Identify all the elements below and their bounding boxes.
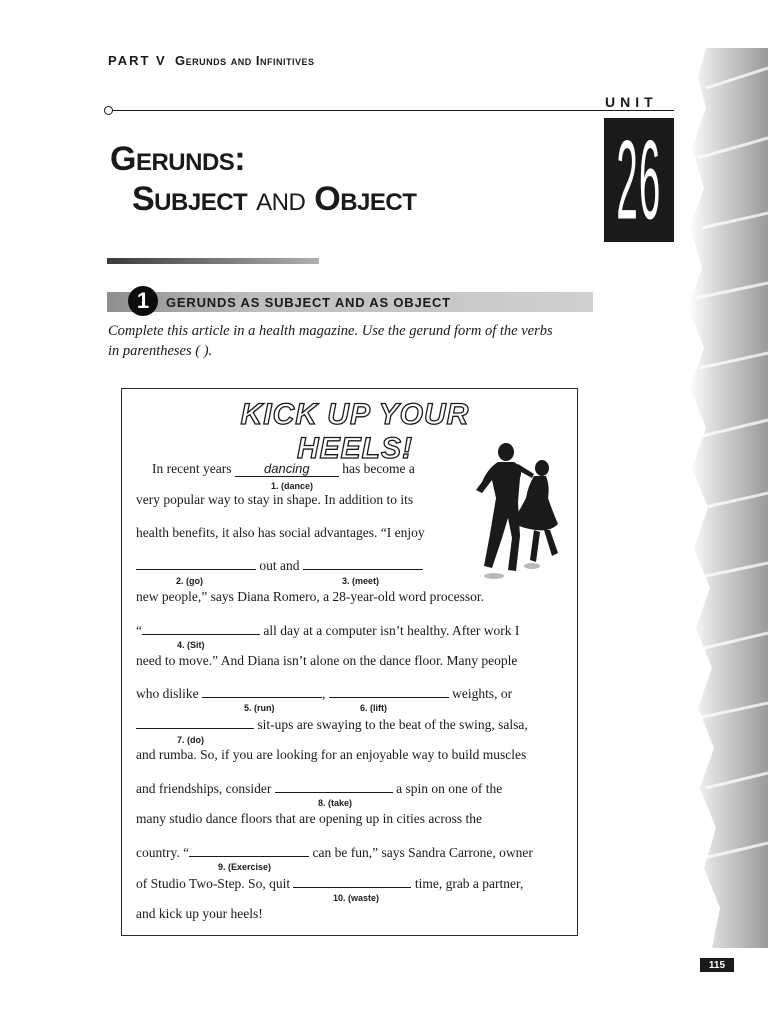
article-line-1	[152, 461, 415, 477]
answer-blank-2[interactable]	[136, 557, 256, 570]
unit-number: 26	[616, 117, 662, 243]
article-line-8	[136, 685, 512, 702]
article-text: weights, or	[452, 686, 513, 701]
article-line-5: new people,” says Diana Romero, a 28-year-old word processor.	[136, 589, 484, 604]
header-rule	[112, 110, 674, 111]
answer-blank-3[interactable]	[303, 557, 423, 570]
cue-4: 4. (Sit)	[177, 640, 205, 650]
article-text: In recent years	[152, 461, 232, 476]
article-text: can be fun,” says Sandra Carrone, owner	[312, 845, 533, 860]
article-text: out and	[259, 558, 300, 573]
article-line-14	[136, 875, 523, 892]
cue-6: 6. (lift)	[360, 703, 387, 713]
article-line-6	[136, 622, 519, 639]
answer-blank-1[interactable]: dancing	[235, 461, 339, 477]
section-number-badge: 1	[128, 286, 158, 316]
cue-7: 7. (do)	[177, 735, 204, 745]
cue-3: 3. (meet)	[342, 576, 380, 586]
article-text: all day at a computer isn’t healthy. After work I	[263, 623, 520, 638]
title-word-and: and	[256, 180, 306, 218]
answer-blank-5[interactable]	[202, 685, 322, 698]
unit-title-line-2	[132, 180, 416, 219]
exercise-instructions: Complete this article in a health magazine. Use the gerund form of the verbs in parentheses ( ).	[108, 323, 553, 359]
dancing-couple-illustration	[468, 438, 560, 584]
article-line-11	[136, 780, 502, 797]
article-text: has become a	[342, 461, 415, 476]
cue-9: 9. (Exercise)	[218, 862, 272, 872]
title-word-subject: Subject	[132, 180, 248, 218]
article-line-10: and rumba. So, if you are looking for an enjoyable way to build muscles	[136, 747, 527, 762]
title-word-object: Object	[314, 180, 417, 218]
article-text: who dislike	[136, 686, 199, 701]
article-title: KICK UP YOUR HEELS!	[240, 398, 470, 465]
article-line-2: very popular way to stay in shape. In addition to its	[136, 492, 414, 507]
section-title: GERUNDS AS SUBJECT AND AS OBJECT	[166, 295, 451, 310]
article-line-4	[136, 557, 423, 574]
article-line-7: need to move.” And Diana isn’t alone on the dance floor. Many people	[136, 653, 518, 668]
article-line-15: and kick up your heels!	[136, 906, 263, 921]
cue-2: 2. (go)	[176, 576, 203, 586]
cue-1: 1. (dance)	[271, 481, 314, 491]
unit-title-line-1: Gerunds:	[110, 140, 246, 178]
cue-5: 5. (run)	[244, 703, 275, 713]
article-line-13	[136, 844, 533, 861]
article-text: sit-ups are swaying to the beat of the swing, salsa,	[257, 717, 528, 732]
answer-blank-4[interactable]	[142, 622, 260, 635]
torn-page-edge-decoration	[676, 48, 768, 948]
title-underline-bar	[107, 258, 319, 264]
article-line-12: many studio dance floors that are opening up in cities across the	[136, 811, 483, 826]
cue-10: 10. (waste)	[333, 893, 380, 903]
page-number: 115	[700, 958, 734, 972]
article-text: time, grab a partner,	[414, 876, 524, 891]
article-text: “	[136, 623, 142, 638]
article-text: of Studio Two-Step. So, quit	[136, 876, 291, 891]
article-text: and friendships, consider	[136, 781, 272, 796]
answer-blank-8[interactable]	[275, 780, 393, 793]
part-title: Gerunds and Infinitives	[175, 53, 315, 68]
article-text: country. “	[136, 845, 190, 860]
article-line-9	[136, 716, 528, 733]
answer-blank-7[interactable]	[136, 716, 254, 729]
article-line-3: health benefits, it also has social advantages. “I enjoy	[136, 525, 425, 540]
unit-label: UNIT	[605, 94, 658, 110]
answer-blank-6[interactable]	[329, 685, 449, 698]
part-label: PART V	[108, 53, 167, 68]
article-text: a spin on one of the	[396, 781, 503, 796]
cue-8: 8. (take)	[318, 798, 353, 808]
answer-blank-9[interactable]	[189, 844, 309, 857]
article-text: ,	[322, 686, 326, 701]
answer-blank-10[interactable]	[293, 875, 411, 888]
unit-number-box	[604, 118, 674, 242]
